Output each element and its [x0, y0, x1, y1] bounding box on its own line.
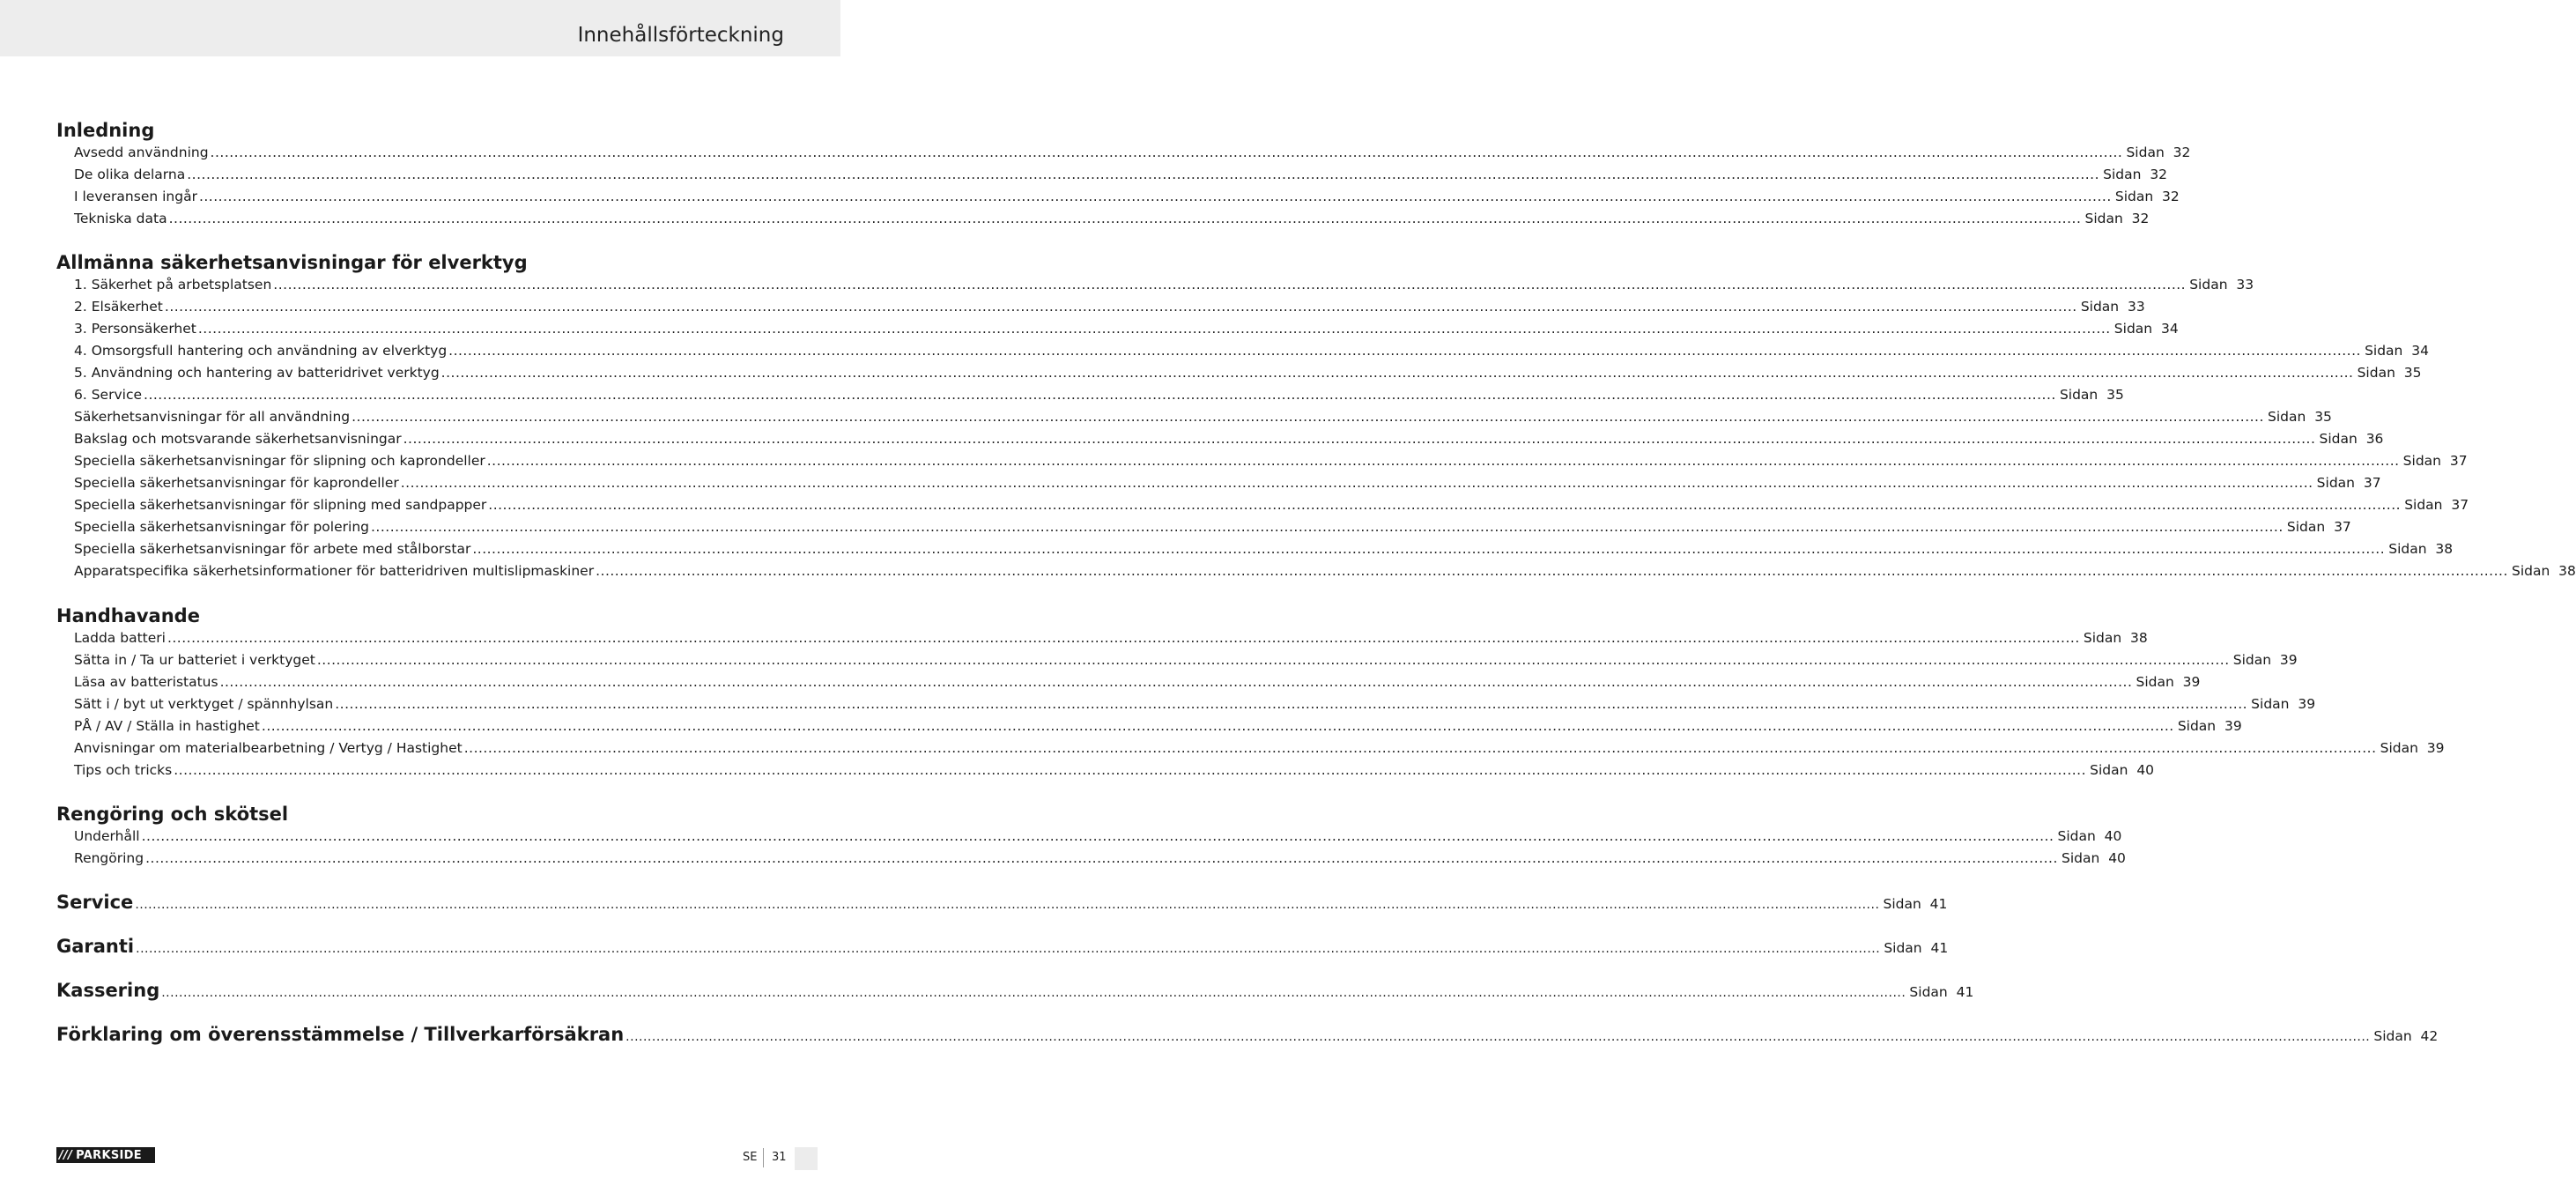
dot-leader: ................................................................................................................................................................................................................................................................................................................................................................................................................	[370, 519, 2284, 535]
toc-entry	[74, 740, 2445, 760]
page-reference: Sidan 41	[1883, 896, 1948, 912]
page-reference: Sidan 32	[2084, 211, 2150, 226]
toc-entry	[74, 431, 2384, 450]
parkside-logo	[56, 1147, 155, 1163]
toc-entry	[74, 828, 2122, 848]
entry-label: Speciella säkerhetsanvisningar för polering	[74, 519, 369, 535]
language-code: SE	[743, 1151, 758, 1164]
entry-label: Läsa av batteristatus	[74, 674, 218, 690]
entry-label: Speciella säkerhetsanvisningar för slipning med sandpapper	[74, 497, 487, 513]
page-reference: Sidan 39	[2177, 718, 2242, 734]
section-title: Handhavande	[56, 605, 200, 626]
entry-label: Sätta in / Ta ur batteriet i verktyget	[74, 652, 315, 668]
toc-entry	[74, 762, 2155, 782]
dot-leader: ................................................................................................................................................................................................................................................................................................................................................................................................................	[261, 718, 2174, 734]
dot-leader: ................................................................................................................................................................................................................................................................................................................................................................................................................	[187, 167, 2100, 182]
toc-entry	[74, 475, 2381, 494]
page-reference: Sidan 41	[1909, 984, 1974, 1000]
dot-leader: ................................................................................................................................................................................................................................................................................................................................................................................................................	[400, 475, 2313, 491]
page-reference: Sidan 38	[2083, 630, 2148, 646]
entry-label: Anvisningar om materialbearbetning / Vertyg / Hastighet	[74, 740, 463, 756]
dot-leader: ................................................................................................................................................................................................................................................................................................................................................................................................................	[486, 453, 2400, 469]
toc-entry	[74, 696, 2316, 715]
dot-leader: ................................................................................................................................................................................................................................................................................................................................................................................................................	[596, 563, 2508, 579]
page-reference: Sidan 40	[2090, 762, 2155, 778]
dot-leader: ................................................................................................................................................................................................................................................................................................................................................................................................................	[273, 277, 2187, 293]
entry-label: 1. Säkerhet på arbetsplatsen	[74, 277, 272, 293]
dot-leader: ................................................................................................................................................................................................................................................................................................................................................................................................................	[403, 431, 2316, 447]
entry-label: Avsedd användning	[74, 144, 209, 160]
entry-label: Apparatspecifika säkerhetsinformationer för batteridriven multislipmaskiner	[74, 563, 595, 579]
page-reference: Sidan 37	[2286, 519, 2351, 535]
entry-label: Speciella säkerhetsanvisningar för slipning och kaprondeller	[74, 453, 485, 469]
page-reference: Sidan 33	[2080, 299, 2145, 315]
dot-leader: ................................................................................................................................................................................................................................................................................................................................................................................................................	[136, 942, 1881, 956]
page-reference: Sidan 33	[2189, 277, 2254, 293]
dot-leader: ................................................................................................................................................................................................................................................................................................................................................................................................................	[168, 211, 2082, 226]
entry-label: I leveransen ingår	[74, 189, 197, 204]
dot-leader: ................................................................................................................................................................................................................................................................................................................................................................................................................	[440, 365, 2354, 381]
entry-label: 6. Service	[74, 387, 143, 403]
footer-tab-marker	[795, 1147, 818, 1170]
page-reference: Sidan 39	[2251, 696, 2316, 712]
entry-label: 2. Elsäkerhet	[74, 299, 163, 315]
dot-leader: ................................................................................................................................................................................................................................................................................................................................................................................................................	[174, 762, 2087, 778]
dot-leader: ................................................................................................................................................................................................................................................................................................................................................................................................................	[488, 497, 2402, 513]
entry-label: Speciella säkerhetsanvisningar för kaprondeller	[74, 475, 399, 491]
page-reference: Sidan 35	[2059, 387, 2124, 403]
section-heading	[56, 120, 784, 144]
toc-entry	[74, 299, 2145, 318]
toc-entry	[74, 343, 2429, 362]
toc-entry	[74, 144, 2191, 164]
entry-label: Speciella säkerhetsanvisningar för arbete med stålborstar	[74, 541, 471, 557]
dot-leader: ................................................................................................................................................................................................................................................................................................................................................................................................................	[335, 696, 2248, 712]
page-reference: Sidan 35	[2268, 409, 2332, 425]
toc-entry	[74, 321, 2179, 340]
entry-label: 4. Omsorgsfull hantering och användning av elverktyg	[74, 343, 448, 359]
entry-label: Rengöring	[74, 850, 144, 866]
section-heading	[56, 1024, 2439, 1049]
page-reference: Sidan 32	[2126, 144, 2191, 160]
page-reference: Sidan 37	[2404, 497, 2469, 513]
section-title: Kassering	[56, 980, 160, 1001]
dot-leader: ................................................................................................................................................................................................................................................................................................................................................................................................................	[625, 1030, 2371, 1044]
entry-label: 5. Användning och hantering av batteridrivet verktyg	[74, 365, 440, 381]
section-title: Allmänna säkerhetsanvisningar för elverktyg	[56, 252, 528, 273]
section-heading	[56, 605, 784, 630]
page-reference: Sidan 32	[2103, 167, 2168, 182]
section-heading	[56, 892, 1948, 916]
entry-label: Sätt i / byt ut verktyget / spännhylsan	[74, 696, 334, 712]
dot-leader: ................................................................................................................................................................................................................................................................................................................................................................................................................	[197, 321, 2111, 337]
toc-entry	[74, 850, 2126, 870]
dot-leader: ................................................................................................................................................................................................................................................................................................................................................................................................................	[144, 387, 2056, 403]
dot-leader: ................................................................................................................................................................................................................................................................................................................................................................................................................	[141, 828, 2054, 844]
footer-divider	[763, 1148, 764, 1167]
toc-entry	[74, 365, 2422, 384]
toc-entry	[74, 519, 2351, 538]
dot-leader: ................................................................................................................................................................................................................................................................................................................................................................................................................	[145, 850, 2058, 866]
page-reference: Sidan 39	[2232, 652, 2298, 668]
page-reference: Sidan 38	[2512, 563, 2576, 579]
toc-entry	[74, 409, 2332, 428]
dot-leader: ................................................................................................................................................................................................................................................................................................................................................................................................................	[352, 409, 2264, 425]
section-title: Förklaring om överensstämmelse / Tillverkarförsäkran	[56, 1024, 625, 1045]
dot-leader: ................................................................................................................................................................................................................................................................................................................................................................................................................	[448, 343, 2361, 359]
page-reference: Sidan 38	[2388, 541, 2454, 557]
page-reference: Sidan 34	[2113, 321, 2179, 337]
dot-leader: ................................................................................................................................................................................................................................................................................................................................................................................................................	[219, 674, 2133, 690]
page-reference: Sidan 35	[2357, 365, 2422, 381]
dot-leader: ................................................................................................................................................................................................................................................................................................................................................................................................................	[198, 189, 2112, 204]
logo-slashes-icon: ///	[59, 1148, 73, 1162]
page-number: 31	[772, 1151, 787, 1164]
page-reference: Sidan 34	[2365, 343, 2429, 359]
entry-label: PÅ / AV / Ställa in hastighet	[74, 718, 260, 734]
section-title: Garanti	[56, 936, 135, 957]
section-title: Inledning	[56, 120, 155, 141]
dot-leader: ................................................................................................................................................................................................................................................................................................................................................................................................................	[472, 541, 2386, 557]
toc-entry	[74, 387, 2124, 406]
page-reference: Sidan 39	[2136, 674, 2201, 690]
page-reference: Sidan 40	[2062, 850, 2126, 866]
toc-entry	[74, 453, 2468, 472]
logo-text: PARKSIDE	[76, 1148, 142, 1162]
entry-label: Tekniska data	[74, 211, 167, 226]
page-reference: Sidan 32	[2114, 189, 2180, 204]
section-heading	[56, 252, 784, 277]
dot-leader: ................................................................................................................................................................................................................................................................................................................................................................................................................	[164, 299, 2077, 315]
entry-label: Bakslag och motsvarande säkerhetsanvisningar	[74, 431, 402, 447]
entry-label: Säkerhetsanvisningar för all användning	[74, 409, 351, 425]
page-reference: Sidan 36	[2319, 431, 2384, 447]
page-reference: Sidan 39	[2380, 740, 2445, 756]
dot-leader: ................................................................................................................................................................................................................................................................................................................................................................................................................	[135, 898, 1880, 912]
dot-leader: ................................................................................................................................................................................................................................................................................................................................................................................................................	[210, 144, 2123, 160]
dot-leader: ................................................................................................................................................................................................................................................................................................................................................................................................................	[463, 740, 2377, 756]
dot-leader: ................................................................................................................................................................................................................................................................................................................................................................................................................	[167, 630, 2080, 646]
toc-entry	[74, 563, 2576, 582]
page-reference: Sidan 42	[2373, 1028, 2439, 1044]
page-reference: Sidan 41	[1884, 940, 1949, 956]
toc-entry	[74, 674, 2201, 693]
section-heading	[56, 804, 784, 828]
page-reference: Sidan 40	[2057, 828, 2122, 844]
toc-entry	[74, 277, 2254, 296]
page-reference: Sidan 37	[2316, 475, 2381, 491]
toc-entry	[74, 497, 2469, 516]
section-heading	[56, 936, 1949, 960]
toc-entry	[74, 652, 2298, 671]
section-title: Service	[56, 892, 134, 913]
section-title: Rengöring och skötsel	[56, 804, 289, 825]
entry-label: 3. Personsäkerhet	[74, 321, 196, 337]
page-reference: Sidan 37	[2402, 453, 2468, 469]
toc-entry	[74, 189, 2180, 208]
toc-entry	[74, 630, 2148, 649]
section-heading	[56, 980, 1974, 1004]
dot-leader: ................................................................................................................................................................................................................................................................................................................................................................................................................	[316, 652, 2230, 668]
entry-label: Tips och tricks	[74, 762, 173, 778]
page-title: Innehållsförteckning	[577, 24, 784, 47]
toc-entry	[74, 718, 2242, 737]
entry-label: Underhåll	[74, 828, 140, 844]
toc-entry	[74, 211, 2150, 230]
entry-label: Ladda batteri	[74, 630, 166, 646]
dot-leader: ................................................................................................................................................................................................................................................................................................................................................................................................................	[161, 986, 1906, 1000]
entry-label: De olika delarna	[74, 167, 186, 182]
toc-entry	[74, 167, 2168, 186]
toc-entry	[74, 541, 2454, 560]
